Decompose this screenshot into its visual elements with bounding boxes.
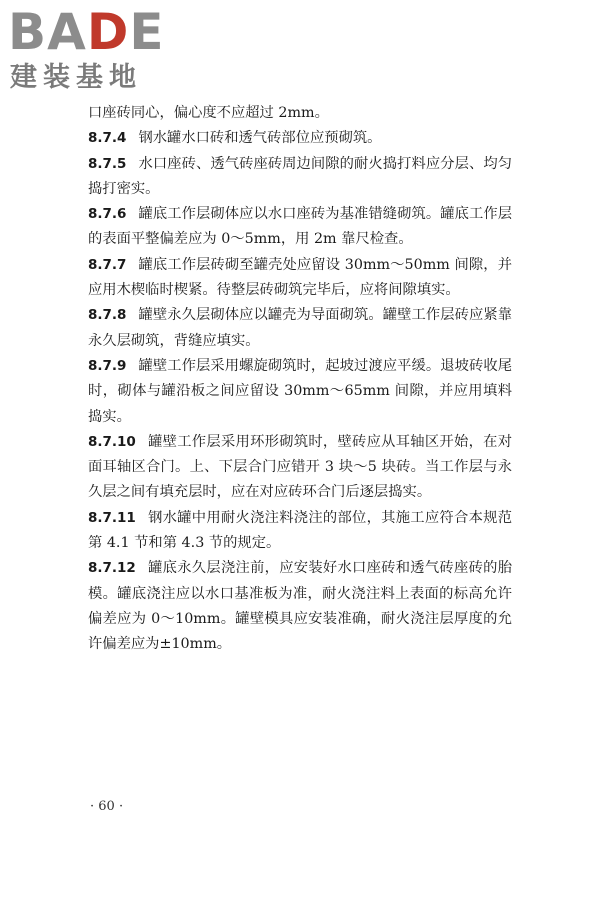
clause-8-7-10 bbox=[88, 430, 512, 506]
paragraph: 口座砖同心，偏心度不应超过 2mm。 bbox=[88, 105, 329, 121]
clause-text: 罐底永久层浇注前，应安装好水口座砖和透气砖座砖的胎模。罐底浇注应以水口基准板为准，耐火浇注料上表面的标高允许偏差应为 0～10mm。罐壁模具应安装准确，耐火浇注层厚度的允许偏差应为±10mm。 bbox=[88, 560, 512, 653]
clause-number: 8.7.9 bbox=[88, 357, 127, 374]
clause-text: 水口座砖、透气砖座砖周边间隙的耐火捣打料应分层、均匀捣打密实。 bbox=[88, 155, 512, 197]
clause-number: 8.7.10 bbox=[88, 433, 136, 450]
logo-wordmark: BADE bbox=[8, 3, 165, 61]
clause-8-7-6 bbox=[88, 202, 512, 253]
clause-8-7-5 bbox=[88, 152, 512, 203]
clause-text: 罐壁工作层采用螺旋砌筑时，起坡过渡应平缓。退坡砖收尾时，砌体与罐沿板之间应留设 30mm～65mm 间隙，并应用填料捣实。 bbox=[88, 357, 512, 425]
clause-text: 罐底工作层砌体应以水口座砖为基准错缝砌筑。罐底工作层的表面平整偏差应为 0～5mm，用 2m 靠尺检查。 bbox=[88, 206, 512, 248]
clause-text: 罐壁工作层采用环形砌筑时，壁砖应从耳轴区开始，在对面耳轴区合门。上、下层合门应错开 3 块～5 块砖。当工作层与永久层之间有填充层时，应在对应砖环合门后逐层捣实。 bbox=[88, 433, 512, 501]
clause-number: 8.7.7 bbox=[88, 256, 127, 273]
clause-text: 钢水罐水口砖和透气砖部位应预砌筑。 bbox=[138, 130, 382, 147]
clause-text: 罐底工作层砖砌至罐壳处应留设 30mm～50mm 间隙，并应用木楔临时楔紧。待整层砖砌筑完毕后，应将间隙填实。 bbox=[88, 256, 512, 299]
page-number: · 60 · bbox=[90, 799, 124, 814]
clause-8-7-11 bbox=[88, 506, 512, 557]
clause-8-7-9 bbox=[88, 354, 512, 430]
clause-text: 钢水罐中用耐火浇注料浇注的部位，其施工应符合本规范第 4.1 节和第 4.3 节的规定。 bbox=[88, 509, 512, 552]
clause-text: 罐壁永久层砌体应以罐壳为导面砌筑。罐壁工作层砖应紧靠永久层砌筑，背缝应填实。 bbox=[88, 307, 512, 349]
clause-number: 8.7.4 bbox=[88, 130, 127, 147]
clause-8-7-7 bbox=[88, 253, 512, 304]
logo-chinese-text: 建装基地 bbox=[10, 62, 142, 93]
clause-8-7-8 bbox=[88, 303, 512, 354]
clause-number: 8.7.8 bbox=[88, 307, 127, 324]
clause-number: 8.7.11 bbox=[88, 509, 136, 526]
clause-number: 8.7.12 bbox=[88, 560, 136, 577]
document-body bbox=[88, 101, 512, 658]
clause-number: 8.7.6 bbox=[88, 206, 127, 223]
clause-8-7-12 bbox=[88, 556, 512, 657]
clause-number: 8.7.5 bbox=[88, 155, 127, 172]
clause-8-7-4 bbox=[88, 126, 512, 151]
publisher-logo bbox=[8, 4, 178, 96]
